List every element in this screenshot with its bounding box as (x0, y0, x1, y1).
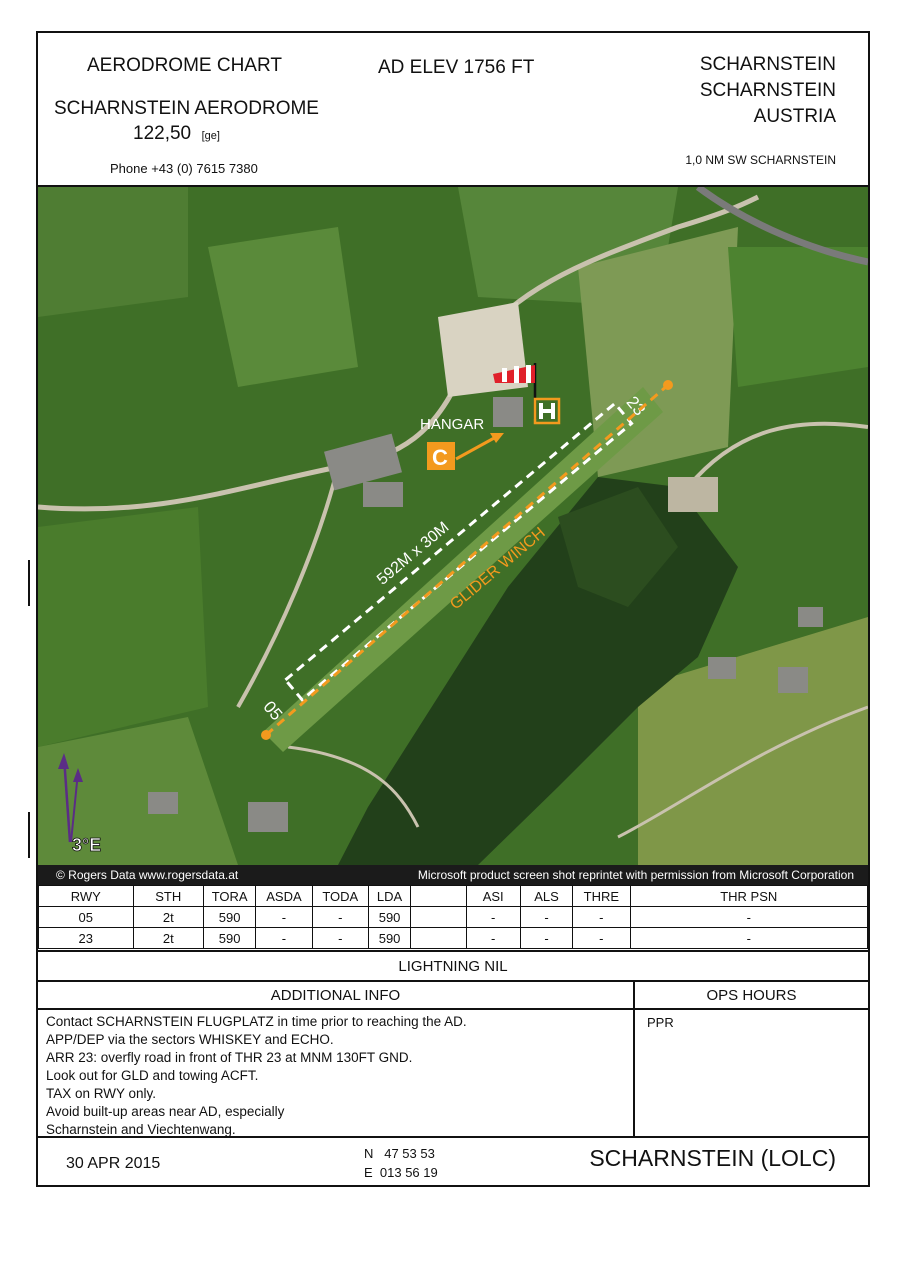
ops-hours-title: OPS HOURS (635, 982, 868, 1010)
runway-table (38, 885, 868, 949)
cell-thre: - (573, 928, 630, 949)
col-asi: ASI (466, 886, 520, 907)
lightning-status: LIGHTNING NIL (38, 950, 868, 982)
chart-overlay (38, 187, 868, 865)
info-line: Avoid built-up areas near AD, especially (46, 1104, 285, 1119)
hangar-label: HANGAR (420, 416, 485, 433)
effective-date: 30 APR 2015 (66, 1155, 161, 1172)
table-row (39, 907, 868, 928)
runway-dimensions: 592M x 30M (374, 518, 453, 589)
cell-toda: - (312, 928, 368, 949)
aerodrome-elevation: AD ELEV 1756 FT (378, 57, 535, 78)
winch-end-sw (261, 730, 271, 740)
cell-blank (411, 907, 466, 928)
info-line: Look out for GLD and towing ACFT. (46, 1068, 259, 1083)
phone-number: Phone +43 (0) 7615 7380 (110, 161, 258, 176)
distance-from-city: 1,0 NM SW SCHARNSTEIN (685, 153, 836, 167)
aerodrome-identifier: SCHARNSTEIN (LOLC) (589, 1145, 836, 1171)
additional-info-body (38, 1010, 635, 1138)
margin-mark-upper (28, 560, 30, 606)
cell-als: - (520, 907, 572, 928)
col-tora: TORA (203, 886, 255, 907)
col-lda: LDA (368, 886, 410, 907)
location-district: SCHARNSTEIN (699, 80, 836, 101)
copyright-text: © Rogers Data www.rogersdata.at (56, 868, 239, 882)
winch-end-ne (663, 380, 673, 390)
col-als: ALS (520, 886, 572, 907)
cell-tora: 590 (203, 907, 255, 928)
table-row (39, 928, 868, 949)
cell-rwy: 05 (39, 907, 134, 928)
north-arrow-icon (58, 753, 83, 842)
frequency (133, 123, 220, 145)
runway-05-label: 05 (259, 697, 287, 725)
signal-square-icon (535, 399, 559, 423)
cell-lda: 590 (368, 928, 410, 949)
cell-thr-psn: - (630, 907, 868, 928)
windsock-icon (493, 363, 535, 419)
info-line: ARR 23: overfly road in front of THR 23 at MNM 130FT GND. (46, 1050, 413, 1065)
cell-asda: - (256, 907, 312, 928)
cell-blank (411, 928, 466, 949)
runway-23-label: 23 (622, 392, 650, 420)
aerodrome-coordinates (364, 1144, 438, 1182)
glider-winch-label: GLIDER WINCH (447, 524, 549, 614)
compass-symbol: C (432, 445, 448, 470)
cell-asi: - (466, 928, 520, 949)
magnetic-variation: 3°E (72, 835, 102, 855)
info-line: Contact SCHARNSTEIN FLUGPLATZ in time prior to reaching the AD. (46, 1014, 467, 1029)
cell-rwy: 23 (39, 928, 134, 949)
aerodrome-name: SCHARNSTEIN AERODROME (54, 98, 319, 119)
cell-thre: - (573, 907, 630, 928)
chart-header (38, 33, 868, 187)
cell-asi: - (466, 907, 520, 928)
info-line: TAX on RWY only. (46, 1086, 157, 1101)
col-blank (411, 886, 466, 907)
col-asda: ASDA (256, 886, 312, 907)
location-city: SCHARNSTEIN (699, 54, 836, 75)
location-country: AUSTRIA (753, 106, 836, 127)
chart-sheet (36, 31, 870, 1187)
frequency-value: 122,50 (133, 123, 192, 144)
hangar-arrow (456, 437, 496, 459)
cell-thr-psn: - (630, 928, 868, 949)
info-line: APP/DEP via the sectors WHISKEY and ECHO. (46, 1032, 334, 1047)
permission-text: Microsoft product screen shot reprintet with permission from Microsoft Corporation (417, 868, 854, 882)
runway-table-header (39, 886, 868, 907)
col-rwy: RWY (39, 886, 134, 907)
glider-winch-line (266, 385, 668, 735)
cell-asda: - (256, 928, 312, 949)
chart-type: AERODROME CHART (87, 55, 282, 76)
col-sth: STH (133, 886, 203, 907)
cell-als: - (520, 928, 572, 949)
longitude: E 013 56 19 (364, 1165, 438, 1180)
col-thre: THRE (573, 886, 630, 907)
aerial-photo (38, 187, 868, 865)
cell-toda: - (312, 907, 368, 928)
info-line: Scharnstein and Viechtenwang. (46, 1122, 236, 1137)
additional-info-title: ADDITIONAL INFO (38, 982, 635, 1010)
frequency-unit: [ge] (201, 130, 220, 142)
col-toda: TODA (312, 886, 368, 907)
ops-hours-value: PPR (635, 1010, 868, 1138)
margin-mark-lower (28, 812, 30, 858)
photo-credit-bar (38, 865, 868, 885)
cell-tora: 590 (203, 928, 255, 949)
cell-sth: 2t (133, 907, 203, 928)
cell-sth: 2t (133, 928, 203, 949)
col-thr-psn: THR PSN (630, 886, 868, 907)
latitude: N 47 53 53 (364, 1146, 435, 1161)
cell-lda: 590 (368, 907, 410, 928)
